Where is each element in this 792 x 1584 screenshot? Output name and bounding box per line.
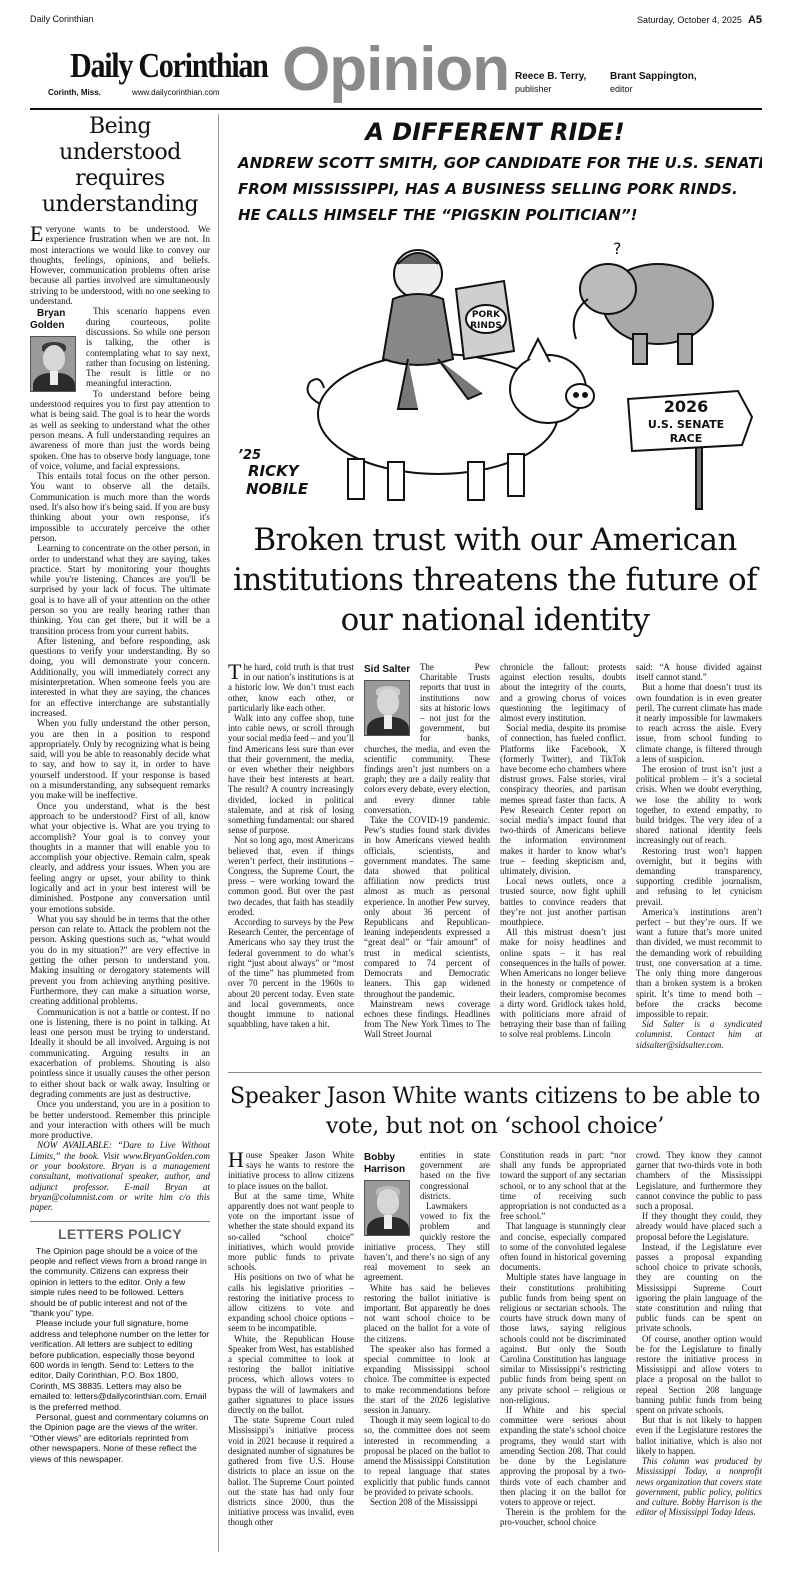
- author-byline: [364, 1152, 414, 1236]
- article-paragraph: The hard, cold truth is that trust in our nation’s institutions is at a historic low. We don’t trust each other, know each other, or particularly like each other.: [228, 662, 354, 713]
- article-paragraph: The speaker also has formed a special committee to look at expanding Mississippi school choice. The committee is expected to make recommendations before the start of the 2026 legislative session in January.: [364, 1343, 490, 1416]
- article-paragraph: But that is not likely to happen even if the Legislature restores the ballot initiative, which is also not likely to happen.: [636, 1415, 762, 1456]
- article-paragraph: His positions on two of what he calls his legislative priorities – restoring the initiative process to allow citizens to vote and expanding school choice options – seem to be incompatible.: [228, 1272, 354, 1334]
- pork-rinds-bag: [456, 281, 514, 359]
- author-photo: [364, 680, 410, 736]
- letters-policy: [30, 1221, 210, 1465]
- folio-right: [637, 14, 762, 28]
- author-note: This column was produced by Mississippi Today, a nonprofit news organization that covers state government, public policy, politics and culture. Bobby Harrison is the editor of Mississippi Today Ideas.: [636, 1456, 762, 1518]
- article-paragraph: But a home that doesn’t trust its own foundation is in even greater peril. The current climate has made it nearly impossible for lawmakers to reach across the aisle. Every issue, from school funding to climate change, is filtered through a lens of suspicion.: [636, 682, 762, 764]
- article-column: [364, 662, 490, 1062]
- article-column: [364, 1150, 490, 1560]
- author-name: Sid Salter: [364, 664, 411, 675]
- masthead-city: Corinth, Miss.: [48, 88, 101, 97]
- bag-label: RINDS: [470, 321, 502, 331]
- senate-race-sign: [628, 391, 752, 509]
- article-paragraph: House Speaker Jason White says he wants to restore the initiative process to allow citizens to place issues on the ballot.: [228, 1150, 354, 1191]
- column-paragraph: Once you understand, you are in a position to be better understood. Remember this principle and your interaction with others will be much more productive.: [30, 1099, 210, 1141]
- section-title: Opinion: [282, 35, 510, 104]
- article-paragraph: Not so long ago, most Americans believed that, even if things weren’t perfect, their institutions – Congress, the Supreme Court, the press – were working toward the common good. But over the past two decades, that faith has steadily eroded.: [228, 835, 354, 917]
- publisher-credit: [515, 70, 586, 96]
- editor-name: Brant Sappington,: [610, 71, 697, 82]
- article-paragraph: According to surveys by the Pew Research Center, the percentage of Americans who say they trust the federal government to do what’s right “just about always” or “most of the time” has plummeted from over 70 percent in the 1960s to about 20 percent today. Even state and local governments, once thought immune to national squabbling, have taken a hit.: [228, 917, 354, 1030]
- pig-illustration: [308, 339, 594, 500]
- elephant-illustration: [574, 239, 713, 364]
- author-name: Bobby Harrison: [364, 1152, 406, 1175]
- author-photo: [30, 336, 76, 392]
- article-headline: Speaker Jason White wants citizens to be able to vote, but not on ‘school choice’: [229, 1084, 761, 1139]
- page-folio: [30, 14, 762, 28]
- article-paragraph: Of course, another option would be for the Legislature to finally restore the initiative process in Mississippi and allow voters to place a proposal on the ballot to repeal Section 208 language banning public funds from being spent on private schools.: [636, 1333, 762, 1416]
- drop-cap: E: [30, 221, 44, 246]
- article-paragraph: If they thought they could, they already would have placed such a proposal before the Legislature.: [636, 1211, 762, 1242]
- article-paragraph: Section 208 of the Mississippi: [370, 1496, 478, 1507]
- author-byline: [30, 308, 80, 392]
- article-paragraph: White has said he believes restoring the ballot initiative is important. But apparently he does not want school choice to be placed on the ballot for a vote of the citizens.: [364, 1282, 490, 1344]
- article-column: [636, 1150, 762, 1560]
- article-column: [228, 662, 354, 1062]
- article-paragraph: But at the same time, White apparently does not want people to vote on the important issue of whether the state should expand its so-called “school choice” initiatives, which would provide more public funds to private schools.: [228, 1190, 354, 1273]
- article-paragraph: Constitution reads in part: “nor shall any funds be appropriated toward the support of any sectarian school, or to any school that at the time of receiving such appropriation is not conducted as a free school.”: [500, 1150, 626, 1222]
- article-paragraph: All this mistrust doesn’t just make for noisy headlines and online spats – it has real consequences in the halls of power. When Americans no longer believe in the honesty or competence of their leaders, compromise becomes a dirty word. Gridlock takes hold, with politicians more afraid of betraying their base than of failing to solve real problems. Lincoln: [500, 927, 626, 1040]
- sign-text: RACE: [669, 432, 703, 445]
- masthead-logo: Daily Corinthian: [70, 46, 268, 85]
- article-paragraph: The erosion of trust isn’t just a political problem – it’s a societal crisis. When we doubt everything, we lose the ability to work together, to extend empathy, to build bridges. The very idea of a shared national identity feels increasingly out of reach.: [636, 764, 762, 846]
- column-paragraph: Once you understand, what is the best approach to be understood? First of all, know what your objective is. What are you trying to accomplish? Your goal is to convey your thoughts in a manner that will enable you to accomplish your objective. Remain calm, speak clearly, and address your issues. When you are feeling angry or upset, your ability to think logically and act in your best interest will be diminished. Postpone any conversation until your emotions subside.: [30, 800, 210, 914]
- sign-text: U.S. SENATE: [647, 418, 725, 431]
- author-name: Bryan Golden: [30, 308, 66, 332]
- cartoon-caption-line: FROM MISSISSIPPI, HAS A BUSINESS SELLING PORK RINDS.: [238, 180, 738, 198]
- cartoon-title: A DIFFERENT RIDE!: [365, 118, 625, 146]
- left-column: [30, 114, 210, 1552]
- article-paragraph: chronicle the fallout: protests against election results, doubts about the integrity of the courts, and a growing chorus of voices questioning the legitimacy of almost every institution.: [500, 662, 626, 724]
- column-divider: [218, 114, 219, 1552]
- question-mark-icon: ?: [613, 239, 622, 258]
- article-paragraph: Restoring trust won’t happen overnight, but it begins with demanding transparency, supporting credible journalism, and refusing to let cynicism prevail.: [636, 845, 762, 907]
- article-paragraph: Sid Salter The Pew Charitable Trusts reports that trust in institutions now sits at historic lows – not just for the government, but for banks, churches, the media, and even the scientific community. These findings aren’t just numbers on a graph; they are a daily reality that colors every debate, every election, and every dinner table conversation.: [364, 662, 490, 815]
- editorial-cartoon: [228, 114, 762, 514]
- article-paragraph: crowd. They know they cannot garner that two-thirds vote in both chambers of the Mississippi Legislature, and furthermore they cannot convince the public to pass such a proposal.: [636, 1150, 762, 1212]
- letters-policy-paragraph: Please include your full signature, home address and telephone number on the letter for verification. All letters are subject to editing before publication, especially those beyond 600 words in length. Send to: Letters to the editor, Daily Corinthian, P.O. Box 1800, Corinth, MS 38835. Letters may also be emailed to: letters@dailycorinthian.com. Email is the preferred method.: [30, 1318, 210, 1412]
- cartoon-signature: RICKY: [248, 462, 299, 480]
- article-column: [500, 662, 626, 1062]
- letters-policy-title: LETTERS POLICY: [58, 1225, 182, 1242]
- column-paragraph: Communication is not a battle or contest. If no one is listening, there is no point in talking. At least one person must be trying to understand. Ideally it should be all involved. Arguing is not communicating. Arguing results in an exacerbation of problems. Shouting is also pointless since it usually causes the other person to either shout back or walk away. Insulting or degrading comments are just as destructive.: [30, 1006, 210, 1099]
- column-paragraph: What you say should be in terms that the other person can relate to. Attack the problem not the person. Asking questions such as, “what would you do in my situation?” are very effective in getting the other person to understand you. Making insulting or derogatory statements will prevent you from achieving anything positive. Furthermore, they can make a situation worse, creating additional problems.: [30, 913, 210, 1007]
- masthead-url[interactable]: www.dailycorinthian.com: [132, 88, 220, 97]
- column-paragraph: This entails total focus on the other person. You want to observe all the details. Communication is much more than the words used. It's also how it's being said. If you are busy thinking about your own response, it's impossible to accurately perceive the other person.: [30, 471, 210, 543]
- article-paragraph: Multiple states have language in their constitutions prohibiting public funds from being spent on religious or sectarian schools. The courts have struck down many of those laws, saying religious schools could not be discriminated against. But only the South Carolina Constitution has language similar to Mississippi’s restricting public funds from being spent on any private school – religious or non-religious.: [500, 1272, 626, 1405]
- article-paragraph: The state Supreme Court ruled Mississippi’s initiative process void in 2021 because it required a designated number of signatures be gathered from five U.S. House districts to place an issue on the ballot. The Supreme Court pointed out the state has had only four districts since 2000, thus the initiative process was invalid, even though other: [228, 1415, 354, 1528]
- article-paragraph: America’s institutions aren’t perfect – but they’re ours. If we want a future that’s more united than divided, we must recommit to the demanding work of rebuilding trust, one conversation at a time. The only thing more dangerous than a broken system is a broken spirit. It’s time to mend both – before the cracks become impossible to repair.: [636, 906, 762, 1019]
- author-byline: [364, 664, 414, 736]
- article-paragraph: Mainstream news coverage echoes these findings. Headlines from The New York Times to The Wall Street Journal: [364, 998, 490, 1040]
- article-column: [500, 1150, 626, 1560]
- article-paragraph: Instead, if the Legislature ever passes a proposal expanding school choice to private schools, they are counting on the Mississippi Supreme Court ignoring the plain language of the state constitution and ruling that public funds can be spent on private schools.: [636, 1241, 762, 1334]
- cartoon-drawing: [228, 114, 762, 514]
- cartoon-caption-line: HE CALLS HIMSELF THE “PIGSKIN POLITICIAN”!: [238, 206, 638, 224]
- bag-label: PORK: [471, 310, 501, 320]
- cartoon-signature: NOBILE: [246, 480, 309, 498]
- article-paragraph: Lawmakers vowed to fix the problem and quickly restore the initiative process. They still haven’t, and there’s no sign of any real movement to seek an agreement.: [364, 1201, 490, 1283]
- column-paragraph: When you fully understand the other person, you are then in a position to respond appropriately. Only by recognizing what is being said, will you be able to reasonably decide what to say, and how to say it, in order to have yourself understood. If your response is based on a misunderstanding, any subsequent remarks you make will be ineffective.: [30, 718, 210, 801]
- article-paragraph: said: “A house divided against itself cannot stand.”: [636, 662, 762, 683]
- drop-cap: H: [228, 1150, 244, 1172]
- column-paragraph: To understand before being understood requires you to first pay attention to what is being said. The goal is to hear the words as well as seeking to understand what the other person means. A full understanding requires an awareness of more than just the words being spoken. One has to observe body language, tone of voice, volume, and facial expressions.: [30, 388, 210, 471]
- author-note: NOW AVAILABLE: “Dare to Live Without Limits,” the book. Visit www.BryanGolden.com or your bookstore. Bryan is a management consultant, motivational speaker, author, and adjunct professor. E-mail Bryan at bryan@columnist.com or write him c/o this paper.: [30, 1140, 210, 1213]
- article-paragraph: That language is stunningly clear and concise, especially compared to some of the convoluted legalese often found in historical governing documents.: [500, 1221, 626, 1273]
- article-body: [228, 1150, 762, 1560]
- letters-policy-paragraph: Personal, guest and commentary columns on the Opinion page are the views of the writer. “Other views” are editorials reprinted from other newspapers. None of these reflect the views of this newspaper.: [30, 1412, 209, 1464]
- masthead: [30, 35, 762, 104]
- article-paragraph: White, the Republican House Speaker from West, has established a special committee to look at restoring the ballot initiative process, which allows voters to bypass the will of lawmakers and gather signatures to place issues directly on the ballot.: [228, 1333, 354, 1416]
- article-paragraph: Bobby Harrison entities in state government are based on the five congressional districts.: [364, 1150, 490, 1201]
- article-paragraph: If White and his special committee were serious about expanding the state’s school choice programs, they would start with amending Section 208. That could be done by the Legislature approving the proposal by a two-thirds vote of each chamber and then placing it on the ballot for voters to approve or reject.: [500, 1405, 626, 1507]
- column-paragraph: Everyone wants to be understood. We experience frustration when we are not. In most interactions we would like to convey our thoughts, feelings, opinions, and beliefs. However, communication problems often arise because all parties involved are simultaneously striving to be understood, with no one seeking to understand.: [30, 221, 210, 307]
- column-body: [30, 221, 210, 1213]
- author-photo: [364, 1180, 410, 1236]
- column-paragraph: Bryan Golden This scenario happens even during courteous, polite discussions. So while one person is talking, the other is contemplating what to say next, rather than focusing on listening. The result is little or no meaningful interaction.: [30, 306, 210, 388]
- article-paragraph: Therein is the problem for the pro-voucher, school choice: [500, 1507, 626, 1528]
- masthead-rule: [30, 108, 762, 110]
- letters-policy-paragraph: The Opinion page should be a voice of the people and reflect views from a broad range in the community. Citizens can express their opinion in letters to the editor. Only a few simple rules need to be followed. Letters should be of public interest and not of the “thank you” type.: [30, 1245, 207, 1318]
- cartoon-signature: ’25: [238, 448, 262, 463]
- article-paragraph: Though it may seem logical to do so, the committee does not seem interested in recommending a proposal be placed on the ballot to amend the Mississippi Constitution to repeal language that states explicitly that public funds cannot be provided to private schools.: [364, 1415, 490, 1497]
- article-paragraph: Local news outlets, once a trusted source, now fight uphill battles to convince readers that they’re not just another partisan mouthpiece.: [500, 876, 626, 928]
- cartoon-caption-line: ANDREW SCOTT SMITH, GOP CANDIDATE FOR THE U.S. SENATE: [238, 154, 762, 172]
- sign-text: 2026: [663, 397, 709, 416]
- author-note: Sid Salter is a syndicated columnist. Contact him at sidsalter@sidsalter.com.: [636, 1019, 762, 1050]
- article-paragraph: Social media, despite its promise of connection, has fueled conflict. Platforms like Facebook, X (formerly Twitter), and TikTok have become echo chambers where distrust grows. False stories, viral conspiracy theories, and partisan memes spread faster than facts. A Pew Research Center report on social media’s impact found that two-thirds of Americans believe the information environment makes it harder to know what’s true – feeding skepticism and, ultimately, division.: [500, 723, 626, 877]
- folio-paper-name: Daily Corinthian: [30, 14, 94, 24]
- section-divider: [228, 1072, 762, 1073]
- editor-credit: [610, 70, 697, 96]
- editor-role: editor: [610, 84, 633, 94]
- drop-cap: T: [228, 662, 242, 684]
- folio-date: Saturday, October 4, 2025: [637, 15, 742, 25]
- article-column: [636, 662, 762, 1062]
- article-column: [228, 1150, 354, 1560]
- article-headline: Broken trust with our American institutions threatens the future of our national identity: [233, 522, 757, 638]
- column-headline: Being understood requires understanding: [41, 114, 199, 217]
- article-paragraph: Walk into any coffee shop, tune into cable news, or scroll through your social media feed – and you’ll find Americans less sure than ever that their government, the media, or even whether their neighbors have their best interests at heart. The result? A country increasingly divided, locked in political stalemate, and at risk of losing something fundamental: our shared sense of purpose.: [228, 713, 354, 836]
- publisher-role: publisher: [515, 84, 552, 94]
- article-paragraph: Take the COVID-19 pandemic. Pew’s studies found stark divides in how Americans viewed health officials, scientists, and government mandates. The same data showed that political affiliation now predicts trust almost as much as personal experience. In another Pew survey, only about 36 percent of Republicans and Republican-leaning independents expressed a “great deal” or “fair amount” of trust in medical scientists, compared to 74 percent of Democrats and Democratic leaners. This gap widened throughout the pandemic.: [364, 815, 490, 999]
- column-paragraph: After listening, and before responding, ask questions to verify your understanding. By so doing, you will demonstrate your concern. Additionally, you will immediately correct any misinterpretation. When someone feels you are interested in what they are saying, the chances for an effective interchange are substantially increased.: [30, 635, 210, 718]
- publisher-name: Reece B. Terry,: [515, 71, 587, 82]
- folio-page-number: A5: [747, 14, 762, 26]
- article-body: [228, 662, 762, 1062]
- column-paragraph: Learning to concentrate on the other person, in order to understand what they are saying, takes practice. Start by monitoring your thoughts while you're listening. Chances are you'll be surprised by your lack of focus. The ultimate goal is to have all of your attention on the other person so you are really hearing rather than thinking. You can get there, but it will be a transition process from your current habits.: [30, 543, 210, 636]
